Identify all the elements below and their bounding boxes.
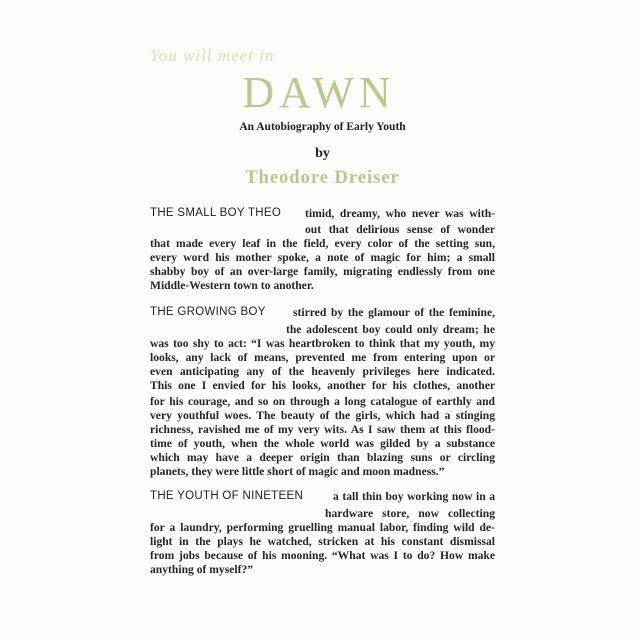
section-heading: THE YOUTH OF NINETEEN [150,490,304,502]
text-line: very youthful woes. The beauty of the girls, which had a stinging [150,409,495,422]
book-title: DAWN [242,68,396,117]
text-line: that made every leaf in the field, every color of the setting sun, [150,237,495,250]
text-line: hardware store, now collecting [325,507,495,520]
by-label: by [315,146,330,161]
text-line: the adolescent boy could only dream; he [286,323,495,336]
text-line: Middle-Western town to another. [150,279,314,292]
text-line: light in the plays he watched, stricken at his constant dismissal [150,535,495,548]
text-line: shabby boy of an over-large family, migrating endlessly from one [150,265,495,278]
tagline: You will meet in [150,46,275,65]
section-heading: THE SMALL BOY THEO [150,207,282,219]
author-name: Theodore Dreiser [245,168,400,188]
text-line: This one I envied for his looks, another for his clothes, another [150,379,495,392]
section-heading: THE GROWING BOY [150,306,266,318]
text-line: anything of myself?” [150,563,254,576]
text-line: timid, dreamy, who never was with- [305,207,495,220]
text-line: was too shy to act: “I was heartbroken to think that my youth, my [150,337,495,350]
text-line: from jobs because of his mooning. “What was I to do? How make [150,549,495,562]
text-line: which may have a deeper origin than blazing suns or circling [150,451,495,464]
text-line: richness, ravished me of my very wits. As I saw them at this flood- [150,423,495,436]
text-line: for a laundry, performing gruelling manual labor, finding wild de- [150,521,495,534]
book-subtitle: An Autobiography of Early Youth [239,121,406,133]
text-line: out that delirious sense of wonder [305,223,495,236]
text-line: looks, any lack of means, prevented me from entering upon or [150,351,495,364]
text-line: every word his mother spoke, a note of magic for him; a small [150,251,495,264]
text-line: for his courage, and so on through a long catalogue of earthly and [150,395,495,408]
text-line: planets, they were little short of magic and moon madness.” [150,465,445,478]
text-line: even anticipating any of the heavenly privileges here indicated. [150,365,495,378]
text-line: a tall thin boy working now in a [333,490,495,503]
text-line: stirred by the glamour of the feminine, [293,306,495,319]
text-line: time of youth, when the whole world was gilded by a substance [150,437,495,450]
